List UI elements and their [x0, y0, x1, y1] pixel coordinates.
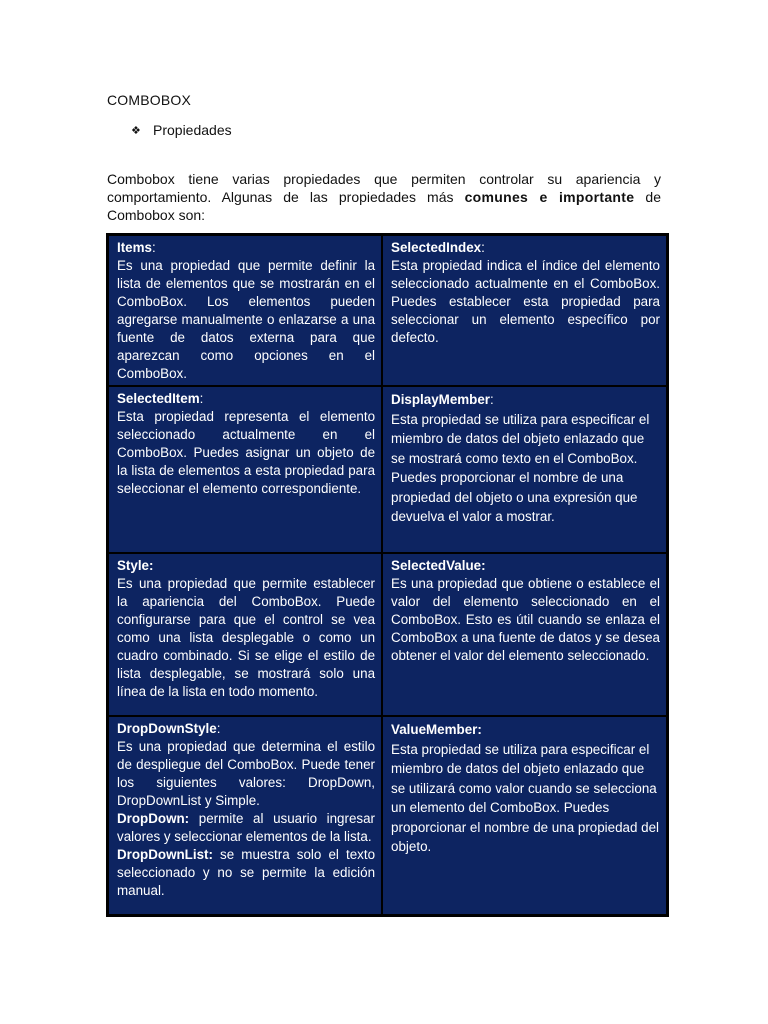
cell-selected-index [382, 235, 667, 386]
cell-text: Esta propiedad se utiliza para especificar el miembro de datos del objeto enlazado que se utilizará como valor cuando se selecciona un elemento del ComboBox. Puedes proporcionar el nombre de una propiedad del objeto. [391, 741, 660, 854]
option-text-dropdown: permite al usuario ingresar valores y seleccionar elementos de la lista. [117, 811, 376, 844]
cell-style [108, 553, 382, 716]
cell-title: Items [117, 240, 152, 255]
properties-table [106, 233, 669, 917]
section-heading: COMBOBOX [107, 92, 192, 108]
cell-text: Esta propiedad se utiliza para especificar el miembro de datos del objeto enlazado que se mostrará como texto en el ComboBox. Puedes proporcionar el nombre de una propiedad del objeto o una expresión que devuelva el valor a mostrar. [391, 411, 650, 524]
cell-text: Esta propiedad representa el elemento seleccionado actualmente en el ComboBox. Puedes asignar un objeto de la lista de elementos a esta propiedad para seleccionar el elemento correspondiente. [117, 409, 376, 496]
option-text-dropdownlist: se muestra solo el texto seleccionado y no se permite la edición manual. [117, 847, 376, 898]
cell-text: Esta propiedad indica el índice del elemento seleccionado actualmente en el ComboBox. Puedes establecer esta propiedad para seleccionar un elemento específico por defecto. [391, 258, 660, 345]
cell-display-member [382, 386, 667, 553]
table-row [108, 235, 667, 386]
cell-title: SelectedValue: [391, 558, 486, 573]
cell-text: Es una propiedad que determina el estilo de despliegue del ComboBox. Puede tener los siguientes valores: DropDown, DropDownList y Simple. [117, 739, 376, 808]
cell-title-suffix: : [481, 240, 485, 255]
cell-title: DisplayMember [391, 392, 491, 407]
table-row [108, 716, 667, 915]
intro-paragraph [107, 170, 661, 224]
cell-selected-item [108, 386, 382, 553]
cell-value-member [382, 716, 667, 915]
table-row [108, 553, 667, 716]
cell-title: SelectedIndex [391, 240, 482, 255]
cell-title: SelectedItem [117, 391, 200, 406]
cell-title-suffix: : [490, 392, 494, 407]
cell-dropdown-style [108, 716, 382, 915]
cell-text: Es una propiedad que permite definir la lista de elementos que se mostrarán en el ComboBox. Los elementos pueden agregarse manualmente o enlazarse a una fuente de datos externa para que aparezcan como opciones en el ComboBox. [117, 258, 376, 381]
cell-title-suffix: : [199, 391, 204, 406]
diamond-bullet-icon: ❖ [131, 124, 141, 137]
cell-title-suffix: : [216, 721, 221, 736]
cell-items [108, 235, 382, 386]
cell-text: Es una propiedad que obtiene o establece el valor del elemento seleccionado en el ComboBox. Esto es útil cuando se enlaza el ComboBox a una fuente de datos y se desea obtener el valor del elemento seleccionado. [391, 576, 660, 663]
cell-text: Es una propiedad que permite establecer la apariencia del ComboBox. Puede configurarse para que el control se vea como una lista desplegable o como un cuadro combinado. Si se elige el estilo de lista desplegable, se mostrará solo una línea de la lista en todo momento. [117, 576, 376, 699]
intro-text-2: de Combobox son: [107, 189, 662, 223]
cell-title: ValueMember: [391, 722, 482, 737]
bullet-item [131, 122, 232, 138]
option-title-dropdownlist: DropDownList: [117, 847, 213, 862]
cell-title: Style: [117, 558, 154, 573]
cell-title: DropDownStyle [117, 721, 217, 736]
intro-text-1: Combobox tiene varias propiedades que permiten controlar su apariencia y comportamiento. Algunas de las propiedades más [107, 171, 661, 205]
intro-bold-text: comunes e importante [464, 189, 635, 205]
cell-title-suffix: : [151, 240, 156, 255]
table-row [108, 386, 667, 553]
bullet-label: Propiedades [153, 122, 232, 138]
option-title-dropdown: DropDown: [117, 811, 190, 826]
cell-selected-value [382, 553, 667, 716]
